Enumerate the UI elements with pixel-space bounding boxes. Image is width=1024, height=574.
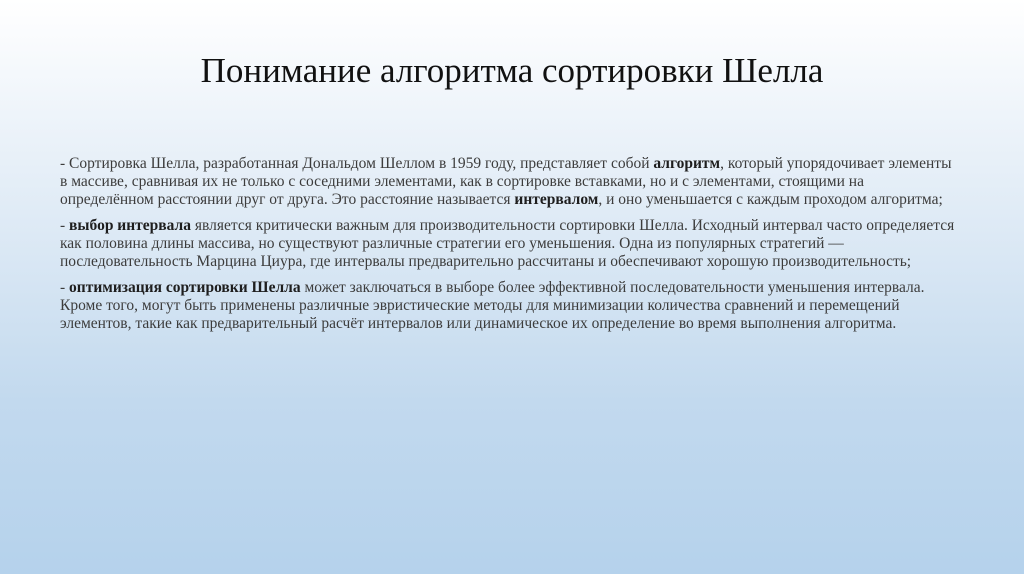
paragraph-shell-sort-intro bbox=[60, 155, 960, 209]
paragraph-text: - bbox=[60, 217, 70, 234]
term-algorithm: алгоритм bbox=[653, 155, 721, 172]
paragraph-optimization bbox=[60, 279, 960, 333]
term-optimization: оптимизация сортировки Шелла bbox=[69, 279, 301, 296]
paragraph-text: - bbox=[60, 279, 70, 296]
paragraph-text: является критически важным для производительности сортировки Шелла. Исходный интервал часто определяется как половина длины массива, но существуют различные стратегии его уменьшения. Одна из популярных стратегий — последовательность Марцина Циура, где интервалы предварительно рассчитаны и обеспечивают хорошую производительность; bbox=[60, 217, 955, 270]
term-interval: интервалом bbox=[514, 191, 599, 208]
paragraph-text: может заключаться в выборе более эффективной последовательности уменьшения интервала. Кроме того, могут быть применены различные эвристические методы для минимизации количества сравнений и перемещений элементов, такие как предварительный расчёт интервалов или динамическое их определение во время выполнения алгоритма. bbox=[60, 279, 925, 332]
term-interval-choice: выбор интервала bbox=[69, 217, 191, 234]
slide-title: Понимание алгоритма сортировки Шелла bbox=[200, 51, 824, 90]
paragraph-interval-choice bbox=[60, 217, 960, 271]
paragraph-text: - Сортировка Шелла, разработанная Дональдом Шеллом в 1959 году, представляет собой bbox=[60, 155, 654, 172]
paragraph-text: , который упорядочивает элементы в массиве, сравнивая их не только с соседними элементами, как в сортировке вставками, но и с элементами, стоящими на определённом расстоянии друг от друга. Это расстояние называется bbox=[60, 155, 952, 208]
paragraph-text: , и оно уменьшается с каждым проходом алгоритма; bbox=[598, 191, 943, 208]
slide-body bbox=[60, 155, 960, 341]
